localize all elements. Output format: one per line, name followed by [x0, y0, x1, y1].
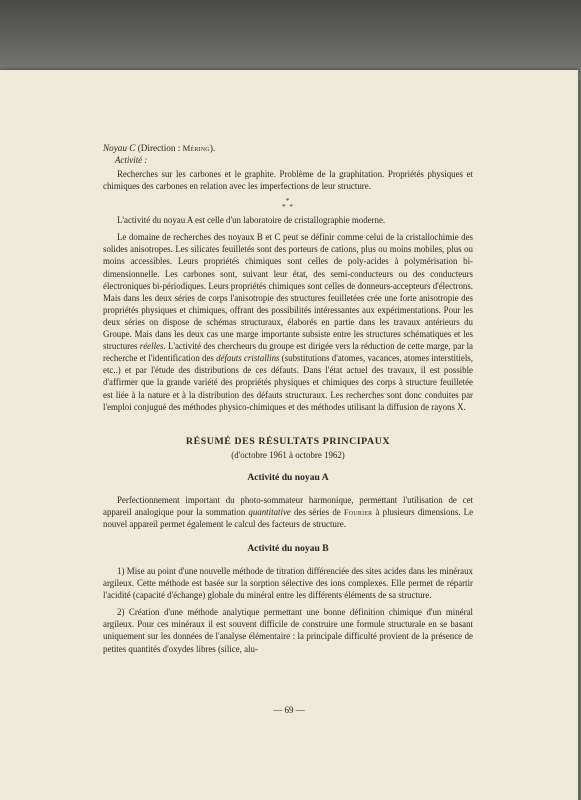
smallcaps-fourier: Fourier: [343, 506, 373, 517]
section-b-title: Activité du noyau B: [247, 542, 329, 554]
section-separator: [103, 198, 473, 210]
paragraph-domaine-part2: . L'activité des chercheurs du groupe est dirigée vers la réduction de cette marge, par la recherche et l'identification des: [103, 341, 473, 364]
italic-quantitative: quantitative: [248, 506, 291, 517]
heading-direction-close: ).: [209, 143, 216, 153]
noyau-c-heading: [103, 142, 473, 154]
section-a-text: [103, 494, 473, 530]
section-b-item-2: 2) Création d'une méthode analytique permettant une bonne définition chimique d'un minéral argileux. Pour ces minéraux il est souvent difficile de construire une formule structurale en se basant uniquement sur les données de l'analyse élémentaire : la principale difficulté provient de la présence de petites quantités d'oxydes libres (silice, alu-: [103, 607, 473, 654]
section-a-part3: à plusieurs dimensions. Le nouvel appareil permet également le calcul des facteurs de structure.: [103, 506, 474, 529]
scan-background: [0, 0, 581, 80]
activite-label: Activité :: [115, 155, 148, 165]
heading-prefix: Noyau C: [103, 143, 136, 153]
section-a-part1: Perfectionnement important du photo-sommateur harmonique, permettant l'utilisation de cet appareil analogique pour la sommation: [103, 494, 473, 517]
italic-reelles: réelles: [139, 341, 164, 352]
activite-text: Recherches sur les carbones et le graphite. Problème de la graphitation. Propriétés physiques et chimiques des carbones en relation avec les imperfections de leur structure.: [103, 169, 473, 192]
summary-title: RÉSUMÉ DES RÉSULTATS PRINCIPAUX: [185, 435, 391, 447]
section-a-title: Activité du noyau A: [247, 471, 329, 483]
star-top: *: [285, 197, 291, 206]
document-page: [0, 70, 578, 800]
italic-defauts: défauts cristallins: [216, 353, 280, 364]
section-b-item-1: 1) Mise au point d'une nouvelle méthode de titration différenciée des sites acides dans les minéraux argileux. Cette méthode est basée sur la sorption sélective des ions complexes. Elle permet de répartir l'acidité (capacité d'échange) globale du minéral entre les différents éléments de sa structure.: [103, 565, 473, 601]
paragraph-domaine-part1: Le domaine de recherches des noyaux B et C peut se définir comme celui de la cristallochimie des solides anisotropes. Les silicates feuilletés sont des porteurs de cations, plus ou moins mobiles, plus ou moins accessibles. Leurs propriétés chimiques sont celles de poly-acides à polymérisation bi-dimensionnelle. Les carbones sont, suivant leur état, des semi-conducteurs ou des conducteurs électroniques bi-périodiques. Leurs propriétés chimiques sont celles de donneurs-accepteurs d'électrons. Mais dans les deux séries de corps l'anisotropie des structures feuilletées crée une forte anisotropie des propriétés physiques et chimiques, offrant des possibilités intéressantes aux expérimentations. Pour les deux séries on dispose de schémas structuraux, élaborés en partie dans les travaux antérieurs du Groupe. Mais dans les deux cas une marge importante subsiste entre les structures schématiques et les structures: [103, 232, 473, 352]
paragraph-domaine-part3: (substitutions d'atomes, vacances, atomes interstitiels, etc..) et par l'étude des distributions de ces défauts. Dans l'état actuel des travaux, il est possible d'affirmer que la grande variété des propriétés physiques et chimiques des corps à structure feuilletée est liée à la nature et à la distribution des défauts structuraux. Les recherches sont donc conduites par l'emploi conjugué des méthodes physico-chimiques et des méthodes utilisant la diffusion de rayons X.: [103, 353, 473, 412]
heading-direction-open: (Direction :: [137, 143, 183, 153]
page-number: — 69 —: [273, 705, 305, 715]
section-a-part2: des séries de: [290, 506, 344, 517]
summary-subtitle: (d'octobre 1961 à octobre 1962): [231, 449, 345, 460]
star-bottom: * *: [282, 203, 294, 212]
page-body: [103, 142, 473, 655]
heading-director: Méring: [182, 143, 210, 153]
paragraph-noyau-a: L'activité du noyau A est celle d'un laboratoire de cristallographie moderne.: [117, 215, 386, 226]
paragraph-domaine: [103, 231, 473, 412]
